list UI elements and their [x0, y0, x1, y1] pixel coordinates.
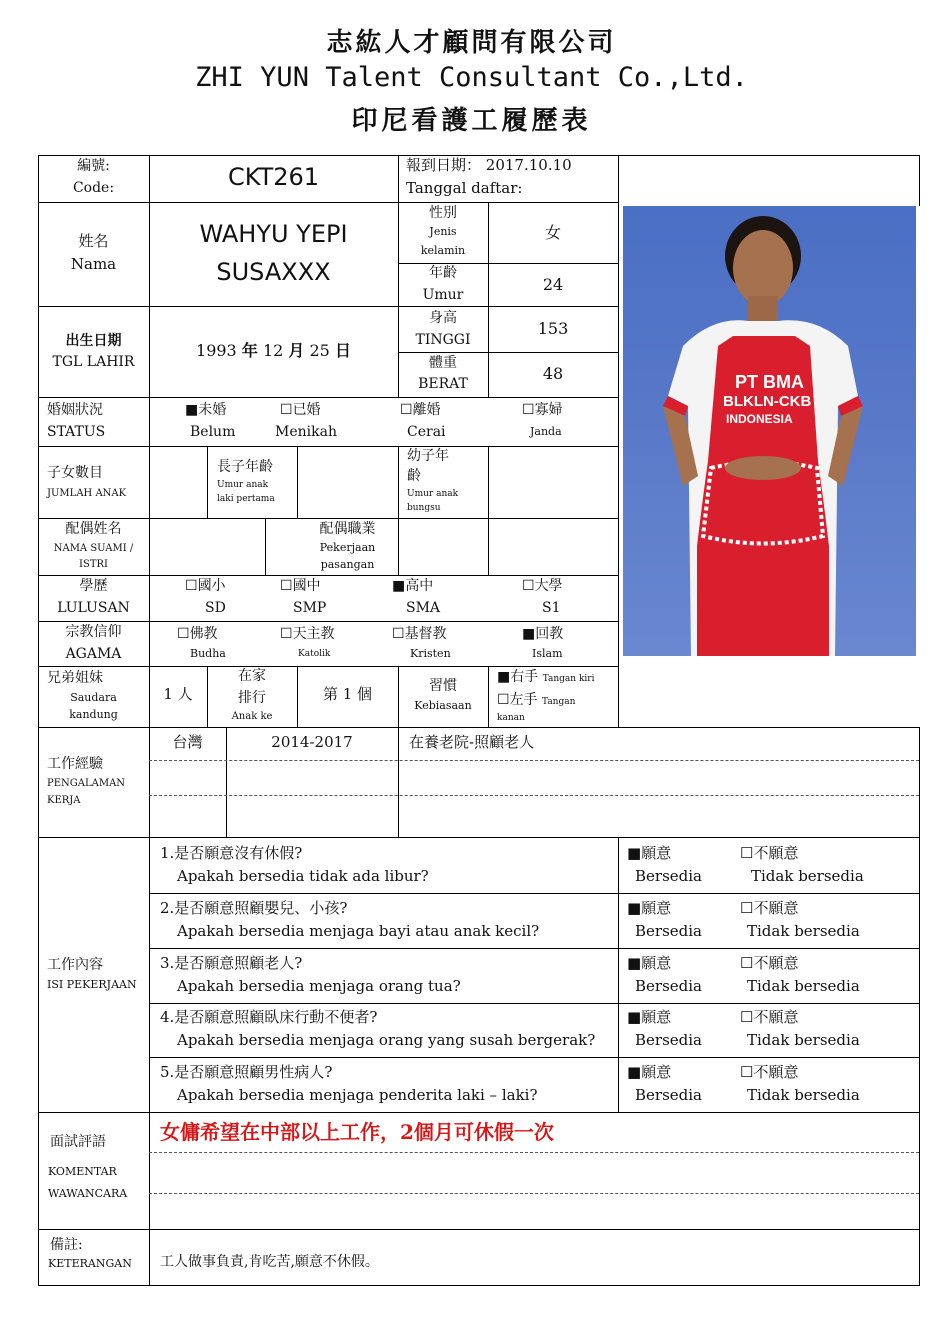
job-question-id: Apakah bersedia menjaga orang yang susah bergerak? [177, 1031, 596, 1049]
sibling-order-id: Anak ke [231, 711, 273, 722]
height-value: 153 [537, 319, 569, 338]
company-name-zh: 志紘人才顧問有限公司 [326, 28, 617, 58]
height-label-zh: 身高 [429, 310, 457, 326]
eldest-label-id1: Umur anak [217, 480, 269, 490]
job-yes-id: Bersedia [635, 922, 702, 940]
youngest-label-zh2: 齡 [407, 468, 421, 484]
jobs-label-id: ISI PEKERJAAN [47, 978, 137, 991]
job-question-zh: 4.是否願意照顧臥床行動不便者? [160, 1008, 378, 1026]
youngest-label-zh1: 幼子年 [407, 448, 449, 464]
job-yes-option[interactable]: ■願意 [627, 844, 672, 862]
applicant-photo [623, 206, 916, 656]
spouse-job-label-id2: pasangan [320, 558, 375, 571]
document-title: 印尼看護工履歷表 [351, 106, 592, 136]
youngest-label-id2: bungsu [407, 503, 441, 513]
job-question-id: Apakah bersedia menjaga bayi atau anak kecil? [177, 922, 540, 940]
job-no-id: Tidak bersedia [747, 1086, 860, 1104]
job-no-option[interactable]: ☐不願意 [740, 954, 799, 972]
age-label-zh: 年齡 [429, 265, 457, 281]
interview-label-id2: WAWANCARA [48, 1187, 128, 1200]
interview-comment: 女傭希望在中部以上工作，2個月可休假一次 [160, 1120, 554, 1144]
job-yes-option[interactable]: ■願意 [627, 899, 672, 917]
rel-option-katolik[interactable]: ☐天主教 [280, 626, 335, 642]
habit-label-id: Kebiasaan [414, 699, 472, 712]
siblings-label-zh: 兄弟姐妹 [47, 670, 103, 686]
marital-option-widowed[interactable]: ☐寡婦 [522, 402, 563, 418]
education-label-id: LULUSAN [57, 600, 130, 616]
job-question-zh: 3.是否願意照顧老人? [160, 954, 303, 972]
gender-label-zh: 性別 [429, 205, 457, 221]
eldest-label-id2: laki pertama [217, 494, 275, 504]
birth-label-zh: 出生日期 [65, 333, 122, 349]
spouse-label-zh: 配偶姓名 [65, 521, 122, 537]
job-yes-option[interactable]: ■願意 [627, 954, 672, 972]
gender-label-id2: kelamin [420, 244, 466, 257]
weight-value: 48 [542, 364, 564, 383]
rel-option-budha[interactable]: ☐佛教 [177, 626, 218, 642]
job-question-zh: 2.是否願意照顧嬰兒、小孩? [160, 899, 348, 917]
experience-label-id1: PENGALAMAN [47, 778, 126, 789]
job-yes-id: Bersedia [635, 1031, 702, 1049]
job-no-option[interactable]: ☐不願意 [740, 899, 799, 917]
habit-label-zh: 習慣 [429, 678, 457, 694]
job-yes-id: Bersedia [635, 867, 702, 885]
age-value: 24 [542, 275, 564, 294]
job-question-zh: 1.是否願意沒有休假? [160, 844, 303, 862]
weight-label-zh: 體重 [429, 355, 457, 371]
religion-label-zh: 宗教信仰 [65, 624, 122, 640]
siblings-count: 1 人 [163, 685, 193, 703]
experience-years: 2014-2017 [271, 733, 353, 751]
rel-option-kristen-id: Kristen [410, 647, 451, 660]
rel-option-islam[interactable]: ■回教 [522, 626, 564, 642]
register-label: 報到日期： 2017.10.10 [406, 156, 572, 174]
sibling-order-zh1: 在家 [238, 668, 266, 684]
job-no-id: Tidak bersedia [747, 977, 860, 995]
height-label-id: TINGGI [415, 332, 471, 348]
job-question-id: Apakah bersedia tidak ada libur? [177, 867, 429, 885]
marital-option-married[interactable]: ☐已婚 [280, 402, 321, 418]
weight-label-id: BERAT [418, 376, 468, 392]
job-question-zh: 5.是否願意照顧男性病人? [160, 1063, 333, 1081]
edu-option-s1[interactable]: ☐大學 [522, 578, 563, 594]
edu-option-sd[interactable]: ☐國小 [185, 578, 226, 594]
sibling-order-value: 第 1 個 [322, 685, 373, 703]
job-no-id: Tidak bersedia [751, 867, 864, 885]
habit-left-hand-id2: kanan [497, 713, 525, 723]
experience-label-id2: KERJA [47, 795, 81, 806]
spouse-label-id2: ISTRI [79, 559, 108, 570]
gender-label-id1: Jenis [429, 225, 457, 238]
remarks-label-zh: 備註: [50, 1237, 83, 1253]
birth-label-id: TGL LAHIR [52, 354, 135, 370]
spouse-job-label-id1: Pekerjaan [319, 541, 376, 554]
spouse-job-label-zh: 配偶職業 [319, 521, 376, 537]
siblings-label-id2: kandung [69, 708, 118, 721]
edu-option-sma[interactable]: ■高中 [392, 578, 434, 594]
interview-label-zh: 面試評語 [50, 1134, 106, 1150]
marital-option-single-id: Belum [190, 424, 236, 440]
marital-option-divorced[interactable]: ☐離婚 [400, 402, 441, 418]
remarks-text: 工人做事負責,肯吃苦,願意不休假。 [160, 1254, 379, 1270]
marital-option-married-id: Menikah [275, 424, 337, 440]
experience-label-zh: 工作經驗 [47, 756, 103, 772]
job-question-id: Apakah bersedia menjaga penderita laki – laki? [177, 1086, 538, 1104]
experience-desc: 在養老院-照顧老人 [409, 733, 535, 751]
job-yes-id: Bersedia [635, 977, 702, 995]
religion-label-id: AGAMA [65, 646, 122, 662]
name-line2: SUSAXXX [216, 258, 331, 286]
name-label-zh: 姓名 [78, 232, 109, 250]
jobs-label-zh: 工作內容 [47, 957, 103, 973]
habit-right-hand[interactable]: ■右手 Tangan kiri [497, 669, 595, 685]
marital-option-divorced-id: Cerai [407, 424, 446, 440]
code-label-en: Code: [72, 180, 115, 196]
age-label-id: Umur [422, 287, 464, 303]
edu-option-smp[interactable]: ☐國中 [280, 578, 321, 594]
code-value: CKT261 [227, 163, 320, 191]
siblings-label-id1: Saudara [70, 691, 117, 704]
job-no-option[interactable]: ☐不願意 [740, 1008, 799, 1026]
rel-option-budha-id: Budha [190, 647, 226, 660]
marital-option-widowed-id: Janda [530, 425, 562, 438]
sibling-order-zh2: 排行 [238, 690, 266, 706]
job-no-id: Tidak bersedia [747, 1031, 860, 1049]
remarks-label-id: KETERANGAN [48, 1257, 132, 1270]
name-line1: WAHYU YEPI [199, 220, 348, 248]
company-name-en: ZHI YUN Talent Consultant Co.,Ltd. [195, 62, 748, 93]
children-label-zh: 子女數目 [47, 465, 103, 481]
interview-label-id1: KOMENTAR [48, 1165, 117, 1178]
job-question-id: Apakah bersedia menjaga orang tua? [177, 977, 461, 995]
edu-option-s1-id: S1 [542, 600, 561, 616]
experience-place: 台灣 [172, 733, 203, 751]
education-label-zh: 學歷 [79, 578, 108, 594]
birth-date: 1993 年 12 月 25 日 [196, 341, 351, 360]
youngest-label-id1: Umur anak [407, 489, 459, 499]
job-yes-option[interactable]: ■願意 [627, 1008, 672, 1026]
register-label-id: Tanggal daftar: [406, 179, 523, 197]
rel-option-katolik-id: Katolik [298, 649, 331, 659]
job-yes-option[interactable]: ■願意 [627, 1063, 672, 1081]
job-no-id: Tidak bersedia [747, 922, 860, 940]
habit-left-hand[interactable]: ☐左手 Tangan [497, 692, 576, 708]
job-no-option[interactable]: ☐不願意 [740, 1063, 799, 1081]
apron-text-line2: BLKLN-CKB [723, 393, 812, 410]
apron-text-line3: INDONESIA [726, 412, 793, 426]
code-label-zh: 編號: [77, 158, 110, 174]
job-no-option[interactable]: ☐不願意 [740, 844, 799, 862]
marital-label-zh: 婚姻狀況 [47, 402, 103, 418]
rel-option-kristen[interactable]: ☐基督教 [392, 626, 447, 642]
edu-option-sd-id: SD [205, 600, 226, 616]
apron-text-line1: PT BMA [735, 372, 804, 392]
edu-option-sma-id: SMA [406, 600, 441, 616]
marital-label-id: STATUS [47, 424, 106, 440]
children-label-id: JUMLAH ANAK [47, 488, 127, 499]
spouse-label-id1: NAMA SUAMI / [53, 543, 134, 554]
gender-value: 女 [544, 223, 561, 242]
job-yes-id: Bersedia [635, 1086, 702, 1104]
edu-option-smp-id: SMP [293, 600, 327, 616]
applicant-photo-illustration [623, 206, 916, 656]
marital-option-single[interactable]: ■未婚 [185, 402, 227, 418]
name-label-id: Nama [70, 255, 117, 273]
rel-option-islam-id: Islam [532, 647, 563, 660]
eldest-label-zh: 長子年齡 [217, 459, 273, 475]
